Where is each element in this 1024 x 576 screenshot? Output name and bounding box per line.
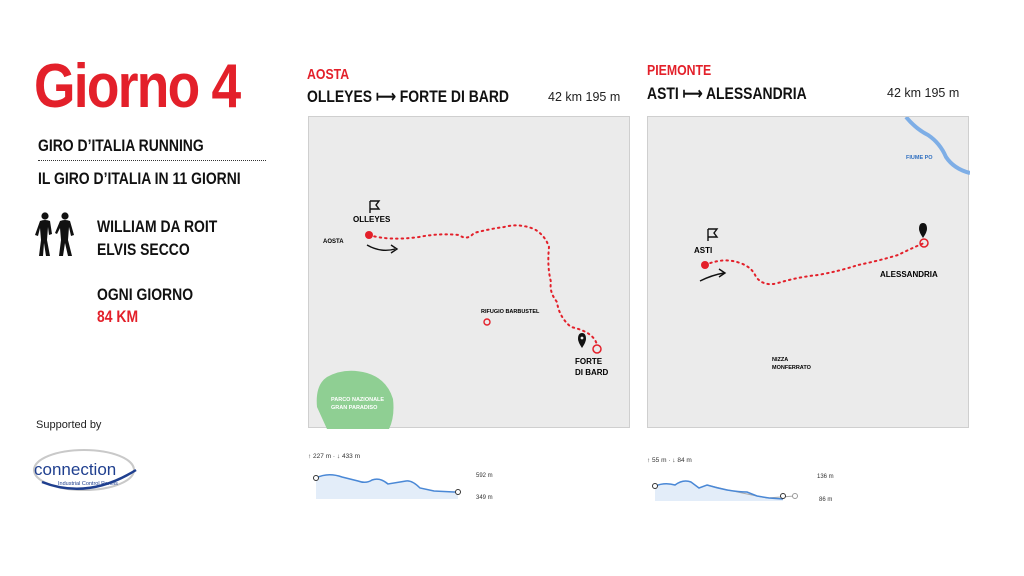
stage-2-min: 86 m xyxy=(819,497,833,503)
start-label: ASTI xyxy=(694,246,713,255)
stage-2-route: ASTI ⟼ ALESSANDRIA xyxy=(647,84,807,103)
start-marker xyxy=(701,261,709,269)
park-label-2: GRAN PARADISO xyxy=(331,405,378,411)
stage-1-map xyxy=(308,116,630,428)
flag-icon xyxy=(370,201,379,213)
start-label: OLLEYES xyxy=(353,215,391,224)
every-day-label: OGNI GIORNO xyxy=(97,285,194,304)
direction-arrow xyxy=(367,245,395,250)
stage-1-gain-loss: ↑ 227 m · ↓ 433 m xyxy=(308,453,361,460)
river-label: FIUME PO xyxy=(906,155,933,161)
supported-by-label: Supported by xyxy=(36,419,102,431)
runner-name-1: WILLIAM DA ROIT xyxy=(97,217,218,236)
end-marker xyxy=(593,345,601,353)
stage-1-distance: 42 km 195 m xyxy=(548,90,621,104)
stage-2-elevation-profile xyxy=(647,452,841,506)
event-tagline: IL GIRO D’ITALIA IN 11 GIORNI xyxy=(38,169,241,188)
sponsor-tagline: Industrial Control Panels xyxy=(58,481,118,487)
stage-2-gain-loss: ↑ 55 m · ↓ 84 m xyxy=(647,457,692,464)
stage-2-distance: 42 km 195 m xyxy=(887,86,960,100)
stage-1-region: AOSTA xyxy=(307,66,350,83)
stage-2-map xyxy=(647,116,969,428)
end-label-2: DI BARD xyxy=(575,368,609,377)
end-label-1: FORTE xyxy=(575,357,603,366)
stage-2-region: PIEMONTE xyxy=(647,62,712,79)
direction-arrow xyxy=(700,273,724,281)
event-subtitle: GIRO D’ITALIA RUNNING xyxy=(38,136,204,155)
day-title: Giorno 4 xyxy=(34,52,240,121)
start-marker xyxy=(365,231,373,239)
sponsor-name: connection xyxy=(34,460,117,479)
end-label: ALESSANDRIA xyxy=(880,270,938,279)
runners-icon xyxy=(34,212,78,258)
end-marker xyxy=(920,239,928,247)
runner-name-2: ELVIS SECCO xyxy=(97,240,190,259)
route-line xyxy=(369,225,597,345)
daily-distance: 84 KM xyxy=(97,307,139,326)
flag-icon xyxy=(708,229,717,241)
stage-2-max: 136 m xyxy=(817,474,834,480)
divider xyxy=(38,160,266,161)
stage-1-elevation-profile xyxy=(308,448,500,504)
stage-1-route: OLLEYES ⟼ FORTE DI BARD xyxy=(307,87,509,106)
park-label-1: PARCO NAZIONALE xyxy=(331,397,385,403)
pin-icon xyxy=(919,223,927,238)
poi-label: RIFUGIO BARBUSTEL xyxy=(481,309,540,315)
town-label-2: MONFERRATO xyxy=(772,365,811,371)
stage-1-min: 349 m xyxy=(476,495,493,501)
poi-marker xyxy=(484,319,490,325)
pin-icon xyxy=(578,333,586,348)
city-label: AOSTA xyxy=(323,239,344,245)
sponsor-logo xyxy=(28,442,148,502)
river xyxy=(906,117,970,173)
town-label-1: NIZZA xyxy=(772,357,789,363)
stage-1-max: 592 m xyxy=(476,473,493,479)
